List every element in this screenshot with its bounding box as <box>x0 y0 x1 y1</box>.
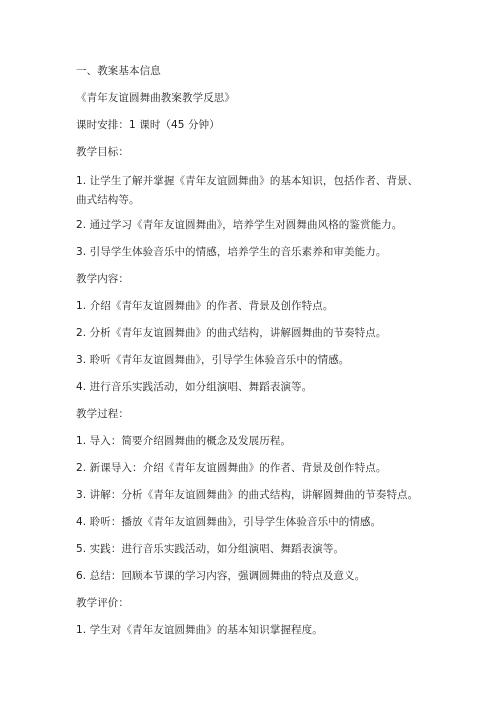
goals-heading: 教学目标： <box>76 146 129 158</box>
content-item: 1. 介绍《青年友谊圆舞曲》的作者、背景及创作特点。 <box>76 300 334 312</box>
content-item: 4. 进行音乐实践活动，如分组演唱、舞蹈表演等。 <box>76 381 313 393</box>
schedule-line: 课时安排：1 课时（45 分钟） <box>76 119 220 131</box>
content-item: 3. 聆听《青年友谊圆舞曲》，引导学生体验音乐中的情感。 <box>76 354 350 366</box>
goal-item: 3. 引导学生体验音乐中的情感，培养学生的音乐素养和审美能力。 <box>76 246 387 258</box>
content-heading: 教学内容： <box>76 273 129 285</box>
section-title: 一、教案基本信息 <box>76 65 161 77</box>
evaluation-heading: 教学评价： <box>76 597 129 609</box>
process-heading: 教学过程： <box>76 408 129 420</box>
process-item: 4. 聆听：播放《青年友谊圆舞曲》，引导学生体验音乐中的情感。 <box>76 516 382 528</box>
goal-item: 1. 让学生了解并掌握《青年友谊圆舞曲》的基本知识，包括作者、背景、曲式结构等。 <box>76 175 419 206</box>
process-item: 2. 新课导入：介绍《青年友谊圆舞曲》的作者、背景及创作特点。 <box>76 462 387 474</box>
process-item: 3. 讲解：分析《青年友谊圆舞曲》的曲式结构，讲解圆舞曲的节奏特点。 <box>76 489 419 501</box>
lesson-title: 《青年友谊圆舞曲教案教学反思》 <box>76 92 235 104</box>
process-item: 6. 总结：回顾本节课的学习内容，强调圆舞曲的特点及意义。 <box>76 570 366 582</box>
process-item: 1. 导入：简要介绍圆舞曲的概念及发展历程。 <box>76 435 292 447</box>
process-item: 5. 实践：进行音乐实践活动，如分组演唱、舞蹈表演等。 <box>76 543 345 555</box>
goal-item: 2. 通过学习《青年友谊圆舞曲》，培养学生对圆舞曲风格的鉴赏能力。 <box>76 219 403 231</box>
document-body <box>76 64 426 650</box>
content-item: 2. 分析《青年友谊圆舞曲》的曲式结构，讲解圆舞曲的节奏特点。 <box>76 327 387 339</box>
evaluation-item: 1. 学生对《青年友谊圆舞曲》的基本知识掌握程度。 <box>76 624 323 636</box>
